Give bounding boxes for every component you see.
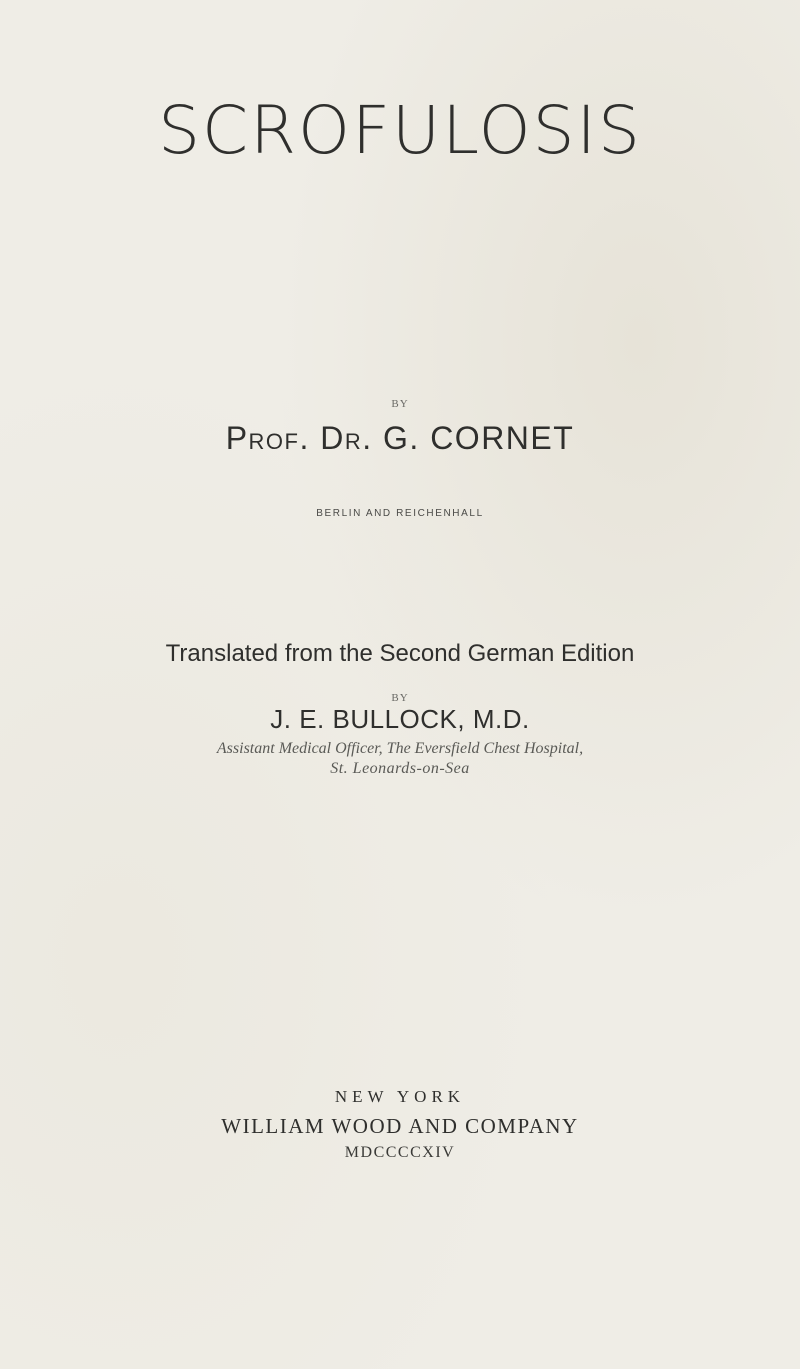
translator-position: Assistant Medical Officer, The Eversfield Chest Hospital,: [216, 740, 584, 757]
book-title: SCROFULOSIS: [158, 92, 642, 169]
by-label: BY: [391, 398, 409, 410]
author-name: [0, 420, 800, 457]
author-text: Prof. Dr. G. CORNET: [225, 420, 575, 456]
translator-location: St. Leonards-on-Sea: [330, 760, 470, 777]
publication-year: MDCCCCXIV: [344, 1144, 456, 1161]
translator-name: J. E. BULLOCK, M.D.: [270, 704, 530, 734]
publisher-city: NEW YORK: [334, 1087, 466, 1106]
author-affiliation: BERLIN AND REICHENHALL: [316, 508, 484, 519]
by-label-translator: BY: [391, 692, 409, 704]
translation-note: Translated from the Second German Edition: [165, 640, 635, 667]
publisher-name: WILLIAM WOOD AND COMPANY: [221, 1114, 579, 1138]
